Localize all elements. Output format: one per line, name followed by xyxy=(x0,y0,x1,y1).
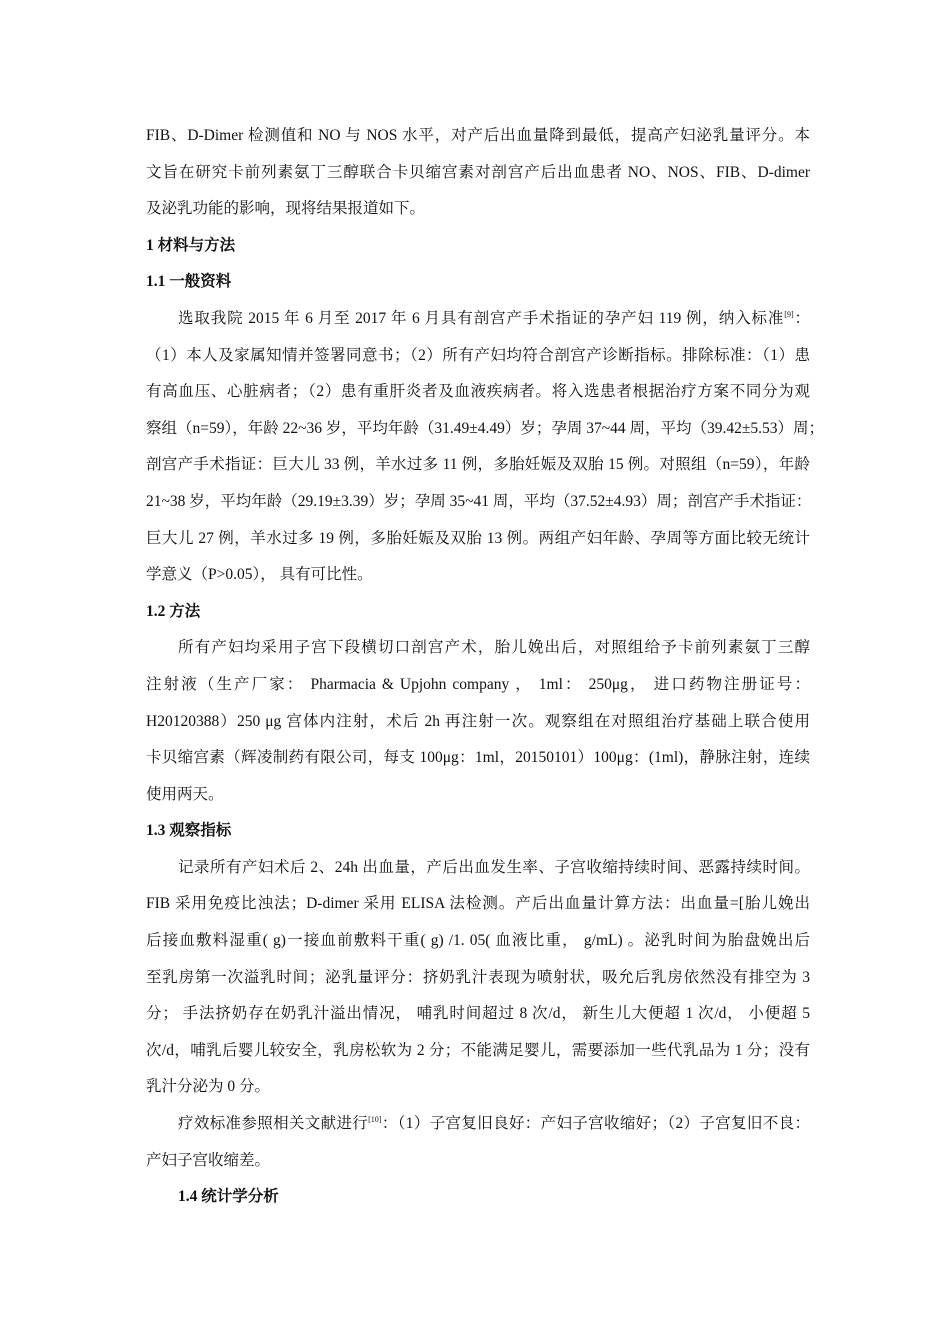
text-line: 文旨在研究卡前列素氨丁三醇联合卡贝缩宫素对剖宫产后出血患者 NO、NOS、FIB、D-dimer xyxy=(146,163,810,181)
text-line: 注射液（生产厂家： Pharmacia & Upjohn company ， 1ml： 250μg， 进口药物注册证号： xyxy=(146,675,810,693)
text-line: 21~38 岁，平均年龄（29.19±3.39）岁；孕周 35~41 周，平均（37.52±4.93）周；剖宫产手术指证： xyxy=(146,492,812,510)
line-text-after-citation: ： xyxy=(793,309,810,327)
text-line: 后接血敷料湿重( g)一接血前敷料干重( g) /1. 05( 血液比重， g/mL) 。泌乳时间为胎盘娩出后 xyxy=(146,932,810,950)
document-body xyxy=(146,118,825,1216)
paragraph-first-line xyxy=(146,1106,810,1143)
line-text: 选取我院 2015 年 6 月至 2017 年 6 月具有剖宫产手术指证的孕产妇 119 例，纳入标准 xyxy=(178,309,785,327)
text-line: 次/d，哺乳后婴儿较安全，乳房松软为 2 分；不能满足婴儿，需要添加一些代乳品为 1 分；没有 xyxy=(146,1041,810,1059)
text-line: （1）本人及家属知情并签署同意书；（2）所有产妇均符合剖宫产诊断指标。排除标准：（1）患 xyxy=(146,346,810,364)
paragraph-first-line xyxy=(146,301,810,338)
text-line: FIB 采用免疫比浊法；D-dimer 采用 ELISA 法检测。产后出血量计算方法：出血量=[胎儿娩出 xyxy=(146,895,810,913)
section-heading: 1.1 一般资料 xyxy=(146,273,232,291)
citation-ref: [10] xyxy=(368,1115,382,1125)
text-line: 乳汁分泌为 0 分。 xyxy=(146,1078,271,1096)
citation-ref: [9] xyxy=(784,309,794,319)
paragraph-first-line: 所有产妇均采用子宫下段横切口剖宫产术，胎儿娩出后，对照组给予卡前列素氨丁三醇 xyxy=(178,639,810,657)
text-line: FIB、D-Dimer 检测值和 NO 与 NOS 水平，对产后出血量降到最低，提高产妇泌乳量评分。本 xyxy=(146,127,810,144)
text-line: 卡贝缩宫素（辉凌制药有限公司，每支 100μg：1ml，20150101）100μg：(1ml)，静脉注射，连续 xyxy=(146,749,810,767)
text-line: 巨大儿 27 例，羊水过多 19 例，多胎妊娠及双胎 13 例。两组产妇年龄、孕周等方面比较无统计 xyxy=(146,529,810,547)
text-line: H20120388）250 μg 宫体内注射，术后 2h 再注射一次。观察组在对照组治疗基础上联合使用 xyxy=(146,712,810,730)
text-line: 有高血压、心脏病者；（2）患有重肝炎者及血液疾病者。将入选患者根据治疗方案不同分为观 xyxy=(146,383,810,401)
section-heading: 1.2 方法 xyxy=(146,602,201,620)
section-heading: 1 材料与方法 xyxy=(146,236,236,254)
text-line: 分； 手法挤奶存在奶乳汁溢出情况， 哺乳时间超过 8 次/d， 新生儿大便超 1 次/d， 小便超 5 xyxy=(146,1005,810,1023)
text-line: 剖宫产手术指证：巨大儿 33 例，羊水过多 11 例，多胎妊娠及双胎 15 例。对照组（n=59），年龄 xyxy=(146,456,810,474)
line-text-after-citation: ：（1）子宫复旧良好：产妇子宫收缩好；（2）子宫复旧不良： xyxy=(381,1115,810,1133)
text-line: 及泌乳功能的影响，现将结果报道如下。 xyxy=(146,200,426,218)
text-line: 使用两天。 xyxy=(146,785,224,803)
paragraph-first-line: 记录所有产妇术后 2、24h 出血量，产后出血发生率、子宫收缩持续时间、恶露持续时间。 xyxy=(178,858,810,876)
text-line: 至乳房第一次溢乳时间；泌乳量评分：挤奶乳汁表现为喷射状，吸允后乳房依然没有排空为 3 xyxy=(146,968,810,986)
section-heading: 1.4 统计学分析 xyxy=(178,1188,279,1206)
text-line: 察组（n=59），年龄 22~36 岁，平均年龄（31.49±4.49）岁；孕周 37~44 周，平均（39.42±5.53）周； xyxy=(146,419,825,437)
section-heading: 1.3 观察指标 xyxy=(146,822,232,840)
text-line: 学意义（P>0.05）， 具有可比性。 xyxy=(146,566,373,584)
text-line: 产妇子宫收缩差。 xyxy=(146,1151,271,1169)
line-text: 疗效标准参照相关文献进行 xyxy=(178,1115,369,1133)
